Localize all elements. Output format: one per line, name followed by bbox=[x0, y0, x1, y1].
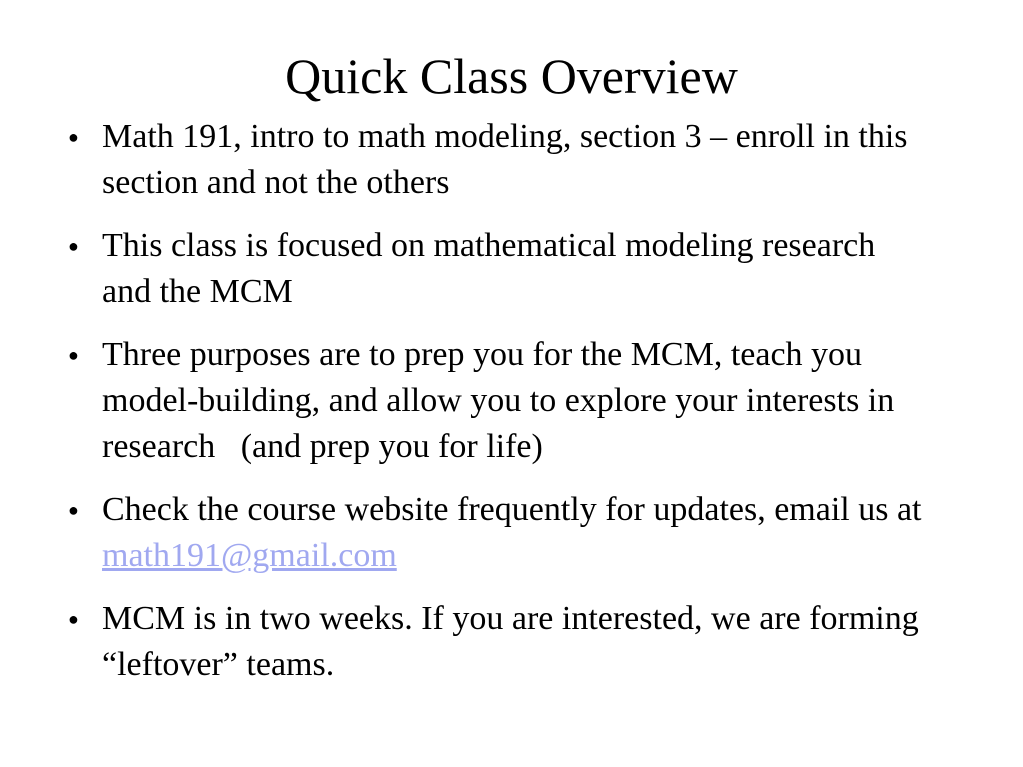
email-link[interactable]: math191@gmail.com bbox=[102, 537, 397, 574]
bullet-item bbox=[68, 332, 928, 470]
bullet-text: MCM is in two weeks. If you are interested, we are forming “leftover” teams. bbox=[102, 600, 919, 683]
bullet-text: Check the course website frequently for updates, email us at bbox=[102, 491, 922, 528]
bullet-text: Math 191, intro to math modeling, section 3 – enroll in this section and not the others bbox=[102, 118, 908, 201]
bullet-list bbox=[68, 114, 928, 705]
bullet-dot-icon: ● bbox=[68, 345, 79, 365]
bullet-dot-icon: ● bbox=[68, 500, 79, 520]
bullet-dot-icon: ● bbox=[68, 127, 79, 147]
bullet-dot-icon: ● bbox=[68, 609, 79, 629]
bullet-text: Three purposes are to prep you for the MCM, teach you model-building, and allow you to explore your interests in research (and prep you for life) bbox=[102, 336, 903, 465]
bullet-item bbox=[68, 487, 928, 579]
bullet-item bbox=[68, 596, 928, 688]
bullet-item bbox=[68, 223, 928, 315]
slide-title: Quick Class Overview bbox=[285, 48, 738, 104]
bullet-dot-icon: ● bbox=[68, 236, 79, 256]
bullet-item bbox=[68, 114, 928, 206]
bullet-text: This class is focused on mathematical modeling research and the MCM bbox=[102, 227, 876, 310]
